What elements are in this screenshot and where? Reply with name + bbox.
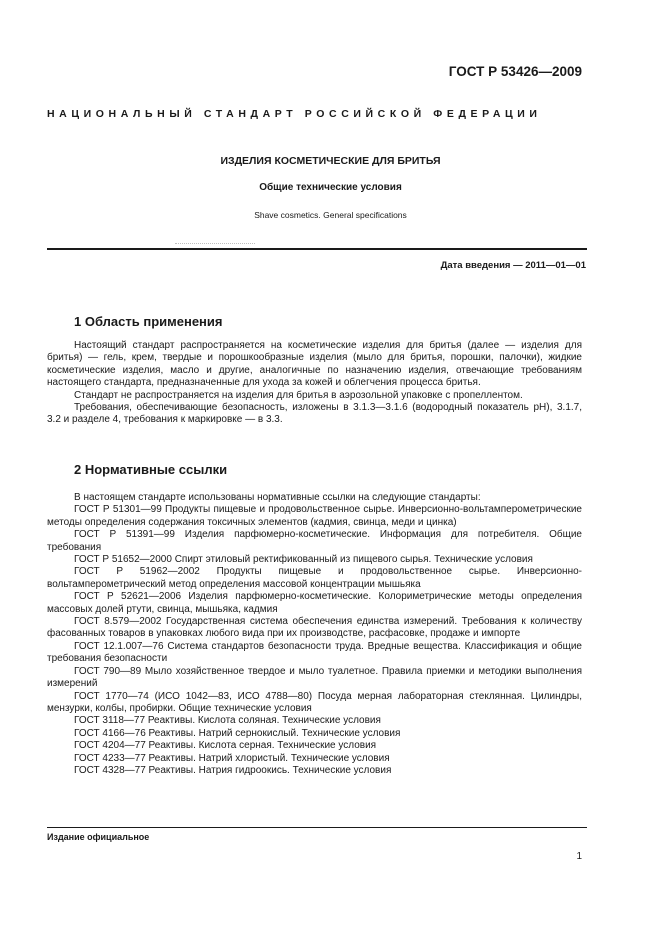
footer-divider [47, 827, 587, 828]
reference-item: ГОСТ Р 51652—2000 Спирт этиловый ректификованный из пищевого сырья. Технические условия [74, 554, 533, 566]
section-1-body [47, 340, 582, 427]
paragraph: Требования, обеспечивающие безопасность, изложены в 3.1.3—3.1.6 (водородный показатель рН), 3.1.7, 3.2 и разделе 4, требования к маркировке — в 3.3. [47, 402, 582, 426]
reference-item: ГОСТ 8.579—2002 Государственная система обеспечения единства измерений. Требования к количеству фасованных товаров в упаковках любого вида при их производстве, расфасовке, продаже и импорте [47, 616, 582, 640]
section-2-heading: 2 Нормативные ссылки [74, 462, 228, 477]
faint-dotted-mark [175, 243, 255, 245]
reference-item: ГОСТ 4166—76 Реактивы. Натрий сернокислый. Технические условия [74, 727, 401, 739]
section-2-body [47, 492, 582, 777]
reference-item: ГОСТ Р 52621—2006 Изделия парфюмерно-косметические. Колориметрические методы определения массовых долей ртути, свинца, мышьяка, кадмия [47, 591, 582, 615]
header-divider [47, 248, 587, 250]
reference-item: ГОСТ 12.1.007—76 Система стандартов безопасности труда. Вредные вещества. Классификация и общие требования безопасности [47, 640, 582, 665]
reference-item: ГОСТ 1770—74 (ИСО 1042—83, ИСО 4788—80) Посуда мерная лабораторная стеклянная. Цилиндры, мензурки, колбы, пробирки. Общие технические условия [47, 690, 582, 714]
reference-item: ГОСТ 4204—77 Реактивы. Кислота серная. Технические условия [74, 740, 377, 752]
document-subtitle: Общие технические условия [259, 182, 402, 193]
paragraph: Настоящий стандарт распространяется на косметические изделия для бритья (далее — изделия для бритья) — гель, крем, твердые и порошкообразные изделия (мыло для бритья, порошки, палочки), жидкие косметические изделия, масло и другие, аналогичные по назначению изделия, отвечающие требованиям настоящего стандарта, предназначенные для ухода за кожей и облегчения процесса бритья. [47, 340, 582, 389]
official-edition-note: Издание официальное [47, 832, 150, 842]
reference-item: ГОСТ Р 51391—99 Изделия парфюмерно-косметические. Информация для потребителя. Общие требования [47, 529, 582, 553]
document-number: ГОСТ Р 53426—2009 [448, 64, 582, 79]
english-title: Shave cosmetics. General specifications [254, 210, 407, 220]
page-number: 1 [576, 851, 582, 862]
document-title: ИЗДЕЛИЯ КОСМЕТИЧЕСКИЕ ДЛЯ БРИТЬЯ [220, 155, 441, 167]
introduction-date: Дата введения — 2011—01—01 [440, 260, 586, 271]
reference-item: ГОСТ 4328—77 Реактивы. Натрия гидроокись. Технические условия [74, 764, 392, 776]
paragraph: В настоящем стандарте использованы нормативные ссылки на следующие стандарты: [74, 492, 481, 503]
reference-item: ГОСТ 790—89 Мыло хозяйственное твердое и мыло туалетное. Правила приемки и методики выполнения измерений [47, 665, 582, 690]
reference-item: ГОСТ Р 51301—99 Продукты пищевые и продовольственное сырье. Инверсионно-вольтамперометрические методы определения содержания токсичных элементов (кадмия, свинца, меди и цинка) [47, 504, 582, 528]
section-1-heading: 1 Область применения [74, 314, 223, 329]
reference-item: ГОСТ Р 51962—2002 Продукты пищевые и продовольственное сырье. Инверсионно-вольтамперометрический метод определения массовой концентрации мышьяка [47, 566, 582, 590]
national-standard-banner: НАЦИОНАЛЬНЫЙ СТАНДАРТ РОССИЙСКОЙ ФЕДЕРАЦИИ [47, 108, 542, 120]
reference-item: ГОСТ 3118—77 Реактивы. Кислота соляная. Технические условия [74, 715, 381, 727]
reference-item: ГОСТ 4233—77 Реактивы. Натрий хлористый. Технические условия [74, 752, 390, 764]
paragraph: Стандарт не распространяется на изделия для бритья в аэрозольной упаковке с пропеллентом. [74, 389, 523, 401]
